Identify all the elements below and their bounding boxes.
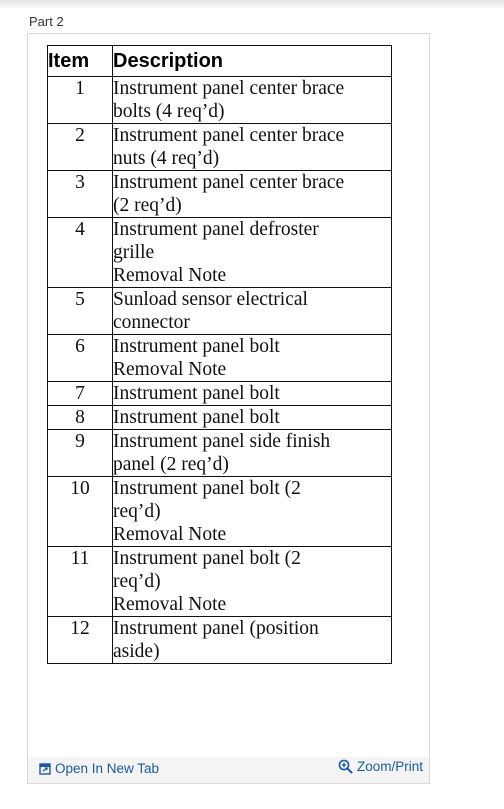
open-in-new-tab-label: Open In New Tab [55, 761, 160, 776]
item-description: Instrument panel bolt Removal Note [113, 335, 392, 382]
table-row [48, 430, 392, 477]
item-description: Instrument panel (position aside) [113, 617, 392, 664]
table-row [48, 382, 392, 406]
item-number: 8 [48, 406, 113, 430]
table-row [48, 77, 392, 124]
external-window-icon [39, 763, 51, 775]
figure-footer [28, 757, 429, 783]
part-label: Part 2 [29, 14, 64, 29]
table-row [48, 547, 392, 617]
table-row [48, 477, 392, 547]
item-description: Instrument panel bolt [113, 382, 392, 406]
item-number: 1 [48, 77, 113, 124]
item-description: Instrument panel bolt [113, 406, 392, 430]
item-description: Instrument panel side finish panel (2 req’d) [113, 430, 392, 477]
table-row [48, 406, 392, 430]
table-row [48, 617, 392, 664]
item-number: 2 [48, 124, 113, 171]
zoom-print-link[interactable] [338, 759, 423, 774]
item-number: 9 [48, 430, 113, 477]
item-description: Instrument panel center brace bolts (4 req’d) [113, 77, 392, 124]
item-number: 5 [48, 288, 113, 335]
table-header-row [48, 46, 392, 77]
item-number: 4 [48, 218, 113, 288]
item-number: 7 [48, 382, 113, 406]
table-row [48, 171, 392, 218]
item-description: Instrument panel bolt (2 req’d) Removal Note [113, 477, 392, 547]
item-column-header: Item [48, 46, 113, 77]
item-number: 10 [48, 477, 113, 547]
magnifier-plus-icon [338, 759, 353, 774]
item-description: Instrument panel center brace nuts (4 req’d) [113, 124, 392, 171]
item-description: Instrument panel center brace (2 req’d) [113, 171, 392, 218]
item-description: Sunload sensor electrical connector [113, 288, 392, 335]
parts-table [47, 45, 392, 664]
table-row [48, 218, 392, 288]
description-column-header: Description [113, 46, 392, 77]
zoom-print-label: Zoom/Print [356, 759, 423, 774]
item-description: Instrument panel defroster grille Removal Note [113, 218, 392, 288]
open-in-new-tab-link[interactable] [39, 761, 159, 776]
table-row [48, 124, 392, 171]
item-number: 11 [48, 547, 113, 617]
top-shade [0, 0, 504, 10]
item-description: Instrument panel bolt (2 req’d) Removal Note [113, 547, 392, 617]
table-row [48, 288, 392, 335]
table-row [48, 335, 392, 382]
item-number: 6 [48, 335, 113, 382]
item-number: 3 [48, 171, 113, 218]
item-number: 12 [48, 617, 113, 664]
